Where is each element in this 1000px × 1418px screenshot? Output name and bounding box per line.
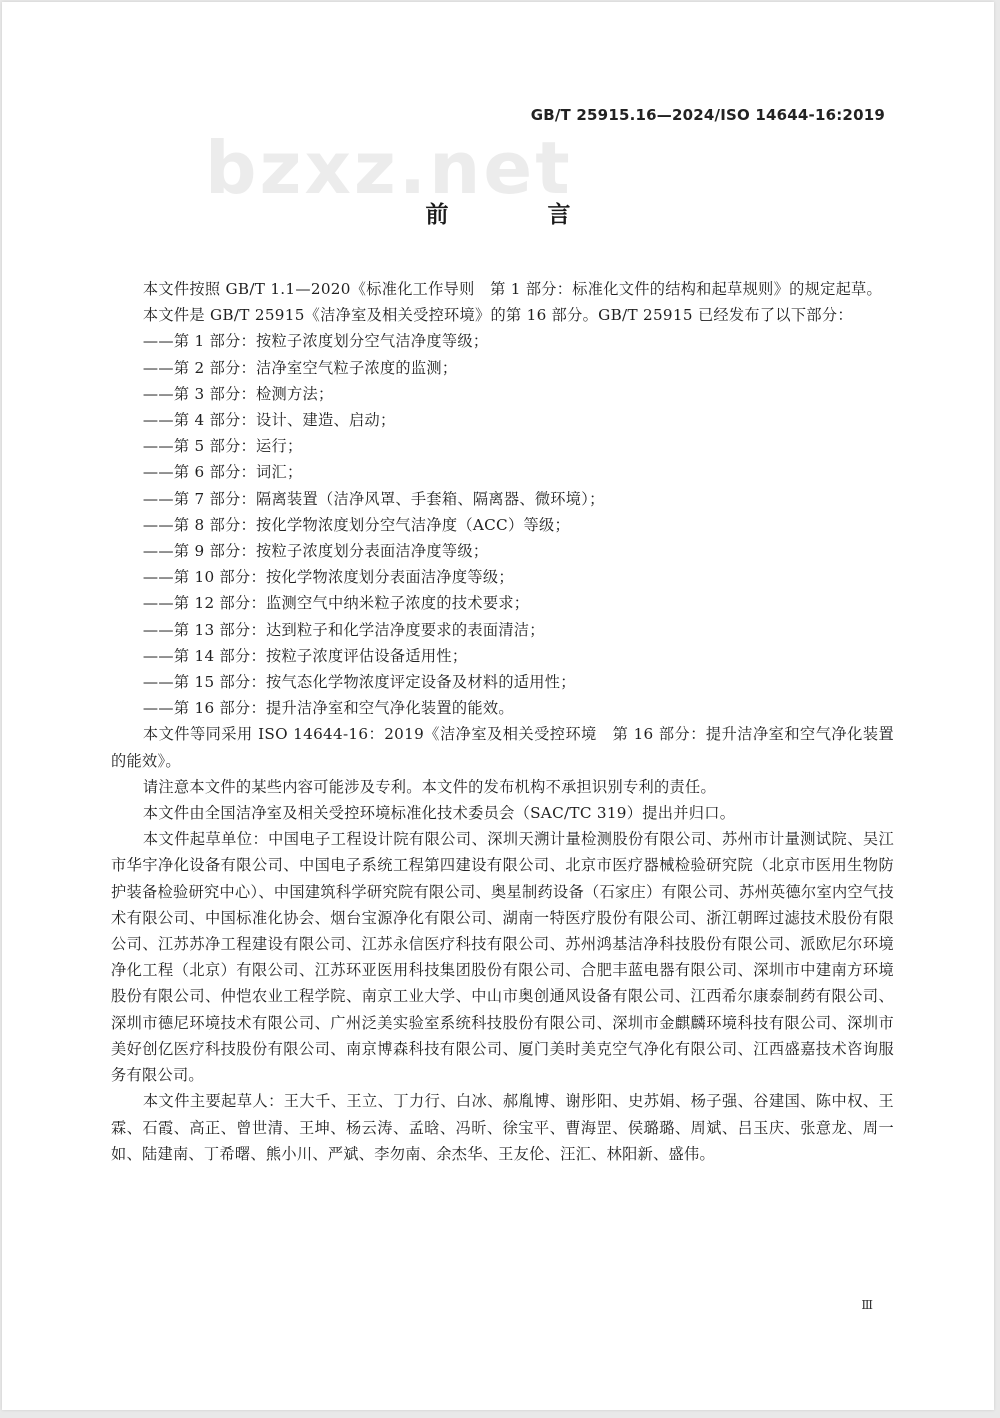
patent-notice-paragraph: 请注意本文件的某些内容可能涉及专利。本文件的发布机构不承担识别专利的责任。 <box>142 777 716 796</box>
intro-paragraph-2: 本文件是 GB/T 25915《洁净室及相关受控环境》的第 16 部分。GB/T 25915 已经发布了以下部分： <box>142 306 853 325</box>
parts-list-item: ——第 8 部分：按化学物浓度划分空气洁净度（ACC）等级； <box>142 515 570 534</box>
drafting-units-paragraph: 本文件起草单位：中国电子工程设计院有限公司、深圳天溯计量检测股份有限公司、苏州市计量测试院、吴江市华宇净化设备有限公司、中国电子系统工程第四建设有限公司、北京市医疗器械检验研究院（北京市医用生物防护装备检验研究中心）、中国建筑科学研究院有限公司、奥星制药设备（石家庄）有限公司、苏州英德尔室内空气技术有限公司、中国标准化协会、烟台宝源净化有限公司、湖南一特医疗股份有限公司、浙江朝晖过滤技术股份有限公司、江苏苏净工程建设有限公司、江苏永信医疗科技有限公司、苏州鸿基洁净科技股份有限公司、派欧尼尔环境净化工程（北京）有限公司、江苏环亚医用科技集团股份有限公司、合肥丰蓝电器有限公司、深圳市中建南方环境股份有限公司、仲恺农业工程学院、南京工业大学、中山市奥创通风设备有限公司、江西希尔康泰制药有限公司、深圳市德尼环境技术有限公司、广州泛美实验室系统科技股份有限公司、深圳市金麒麟环境科技有限公司、深圳市美好创亿医疗科技股份有限公司、南京博森科技有限公司、厦门美时美克空气净化有限公司、江西盛嘉技术咨询服务有限公司。 <box>111 830 894 1085</box>
page-title: 前 言 <box>425 202 609 228</box>
parts-list-item: ——第 3 部分：检测方法； <box>142 384 334 403</box>
parts-list-item: ——第 5 部分：运行； <box>142 437 303 456</box>
parts-list-item: ——第 1 部分：按粒子浓度划分空气洁净度等级； <box>142 332 489 351</box>
parts-list-item: ——第 4 部分：设计、建造、启动； <box>142 411 396 430</box>
parts-list-item: ——第 15 部分：按气态化学物浓度评定设备及材料的适用性； <box>142 673 576 692</box>
parts-list-item: ——第 6 部分：词汇； <box>142 463 303 482</box>
document-page <box>2 2 994 1410</box>
parts-list-item: ——第 2 部分：洁净室空气粒子浓度的监测； <box>142 358 458 377</box>
intro-paragraph-1: 本文件按照 GB/T 1.1—2020《标准化工作导则 第 1 部分：标准化文件的结构和起草规则》的规定起草。 <box>142 280 883 298</box>
parts-list-item: ——第 9 部分：按粒子浓度划分表面洁净度等级； <box>142 542 489 561</box>
adoption-paragraph: 本文件等同采用 ISO 14644-16：2019《洁净室及相关受控环境 第 16 部分：提升洁净室和空气净化装置的能效》。 <box>111 725 894 770</box>
parts-list-item: ——第 10 部分：按化学物浓度划分表面洁净度等级； <box>142 568 514 587</box>
drafters-paragraph: 本文件主要起草人：王大千、王立、丁力行、白冰、郝胤博、谢彤阳、史苏娟、杨子强、谷建国、陈中权、王霖、石霞、高正、曾世清、王坤、杨云涛、孟晗、冯昕、徐宝平、曹海罡、侯璐璐、周斌、吕玉庆、张意龙、周一如、陆建南、丁希曙、熊小川、严斌、李勿南、余杰华、王友伦、汪汇、林阳新、盛伟。 <box>111 1092 894 1163</box>
parts-list-item: ——第 16 部分：提升洁净室和空气净化装置的能效。 <box>142 699 514 718</box>
watermark-text: bzxz.net <box>205 126 573 210</box>
parts-list-item: ——第 7 部分：隔离装置（洁净风罩、手套箱、隔离器、微环境）； <box>142 489 605 508</box>
page-number: Ⅲ <box>861 1298 873 1312</box>
foreword-body <box>111 276 894 1167</box>
parts-list-item: ——第 13 部分：达到粒子和化学洁净度要求的表面清洁； <box>142 620 545 639</box>
parts-list-item: ——第 12 部分：监测空气中纳米粒子浓度的技术要求； <box>142 594 530 613</box>
standard-code-header: GB/T 25915.16—2024/ISO 14644-16:2019 <box>530 106 885 124</box>
proposer-paragraph: 本文件由全国洁净室及相关受控环境标准化技术委员会（SAC/TC 319）提出并归口。 <box>142 804 736 823</box>
parts-list-item: ——第 14 部分：按粒子浓度评估设备适用性； <box>142 646 468 665</box>
